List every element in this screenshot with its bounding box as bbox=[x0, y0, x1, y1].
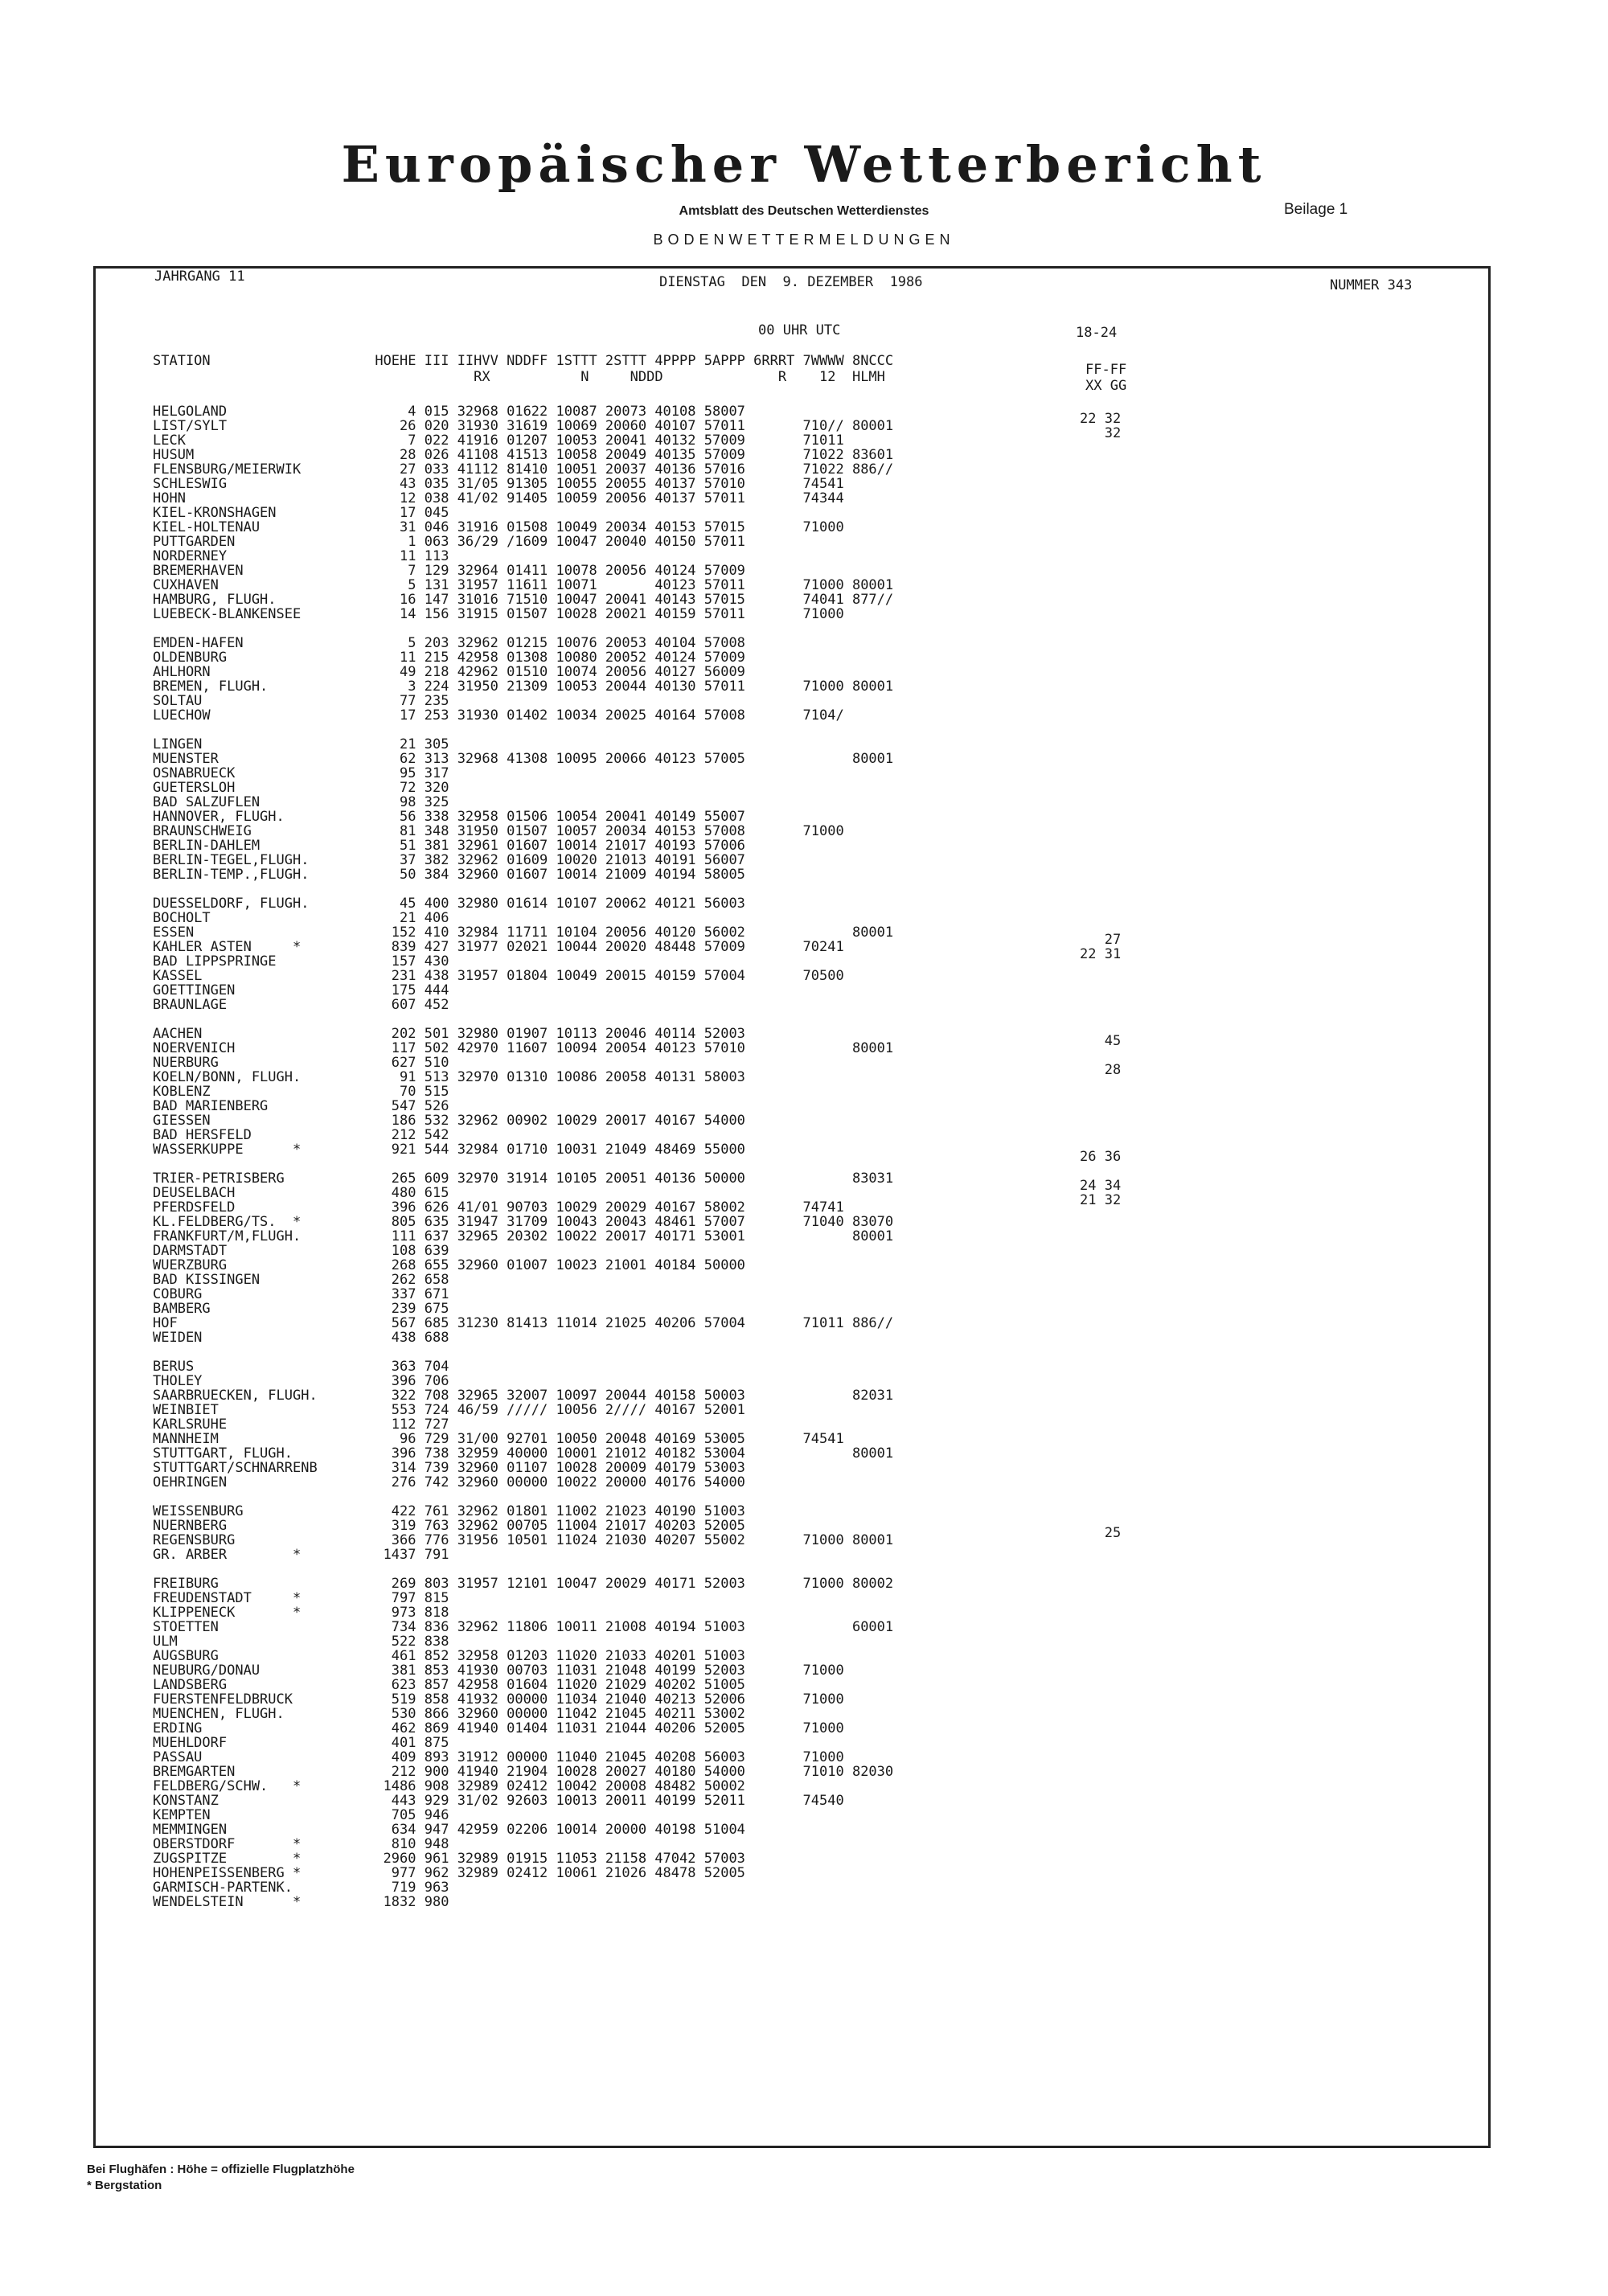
table-row: ULM 522 838 bbox=[153, 1634, 449, 1650]
table-row: NEUBURG/DONAU 381 853 41930 00703 11031 21048 40199 52003 71000 bbox=[153, 1663, 844, 1679]
table-row: BERLIN-TEMP.,FLUGH. 50 384 32960 01607 10014 21009 40194 58005 bbox=[153, 867, 745, 883]
table-row: KONSTANZ 443 929 31/02 92603 10013 20011 40199 52011 74540 bbox=[153, 1793, 844, 1809]
table-row: COBURG 337 671 bbox=[153, 1286, 449, 1302]
table-row: MEMMINGEN 634 947 42959 02206 10014 20000 40198 51004 bbox=[153, 1822, 745, 1838]
page-title: Europäischer Wetterbericht bbox=[341, 135, 1267, 194]
table-row: WEISSENBURG 422 761 32962 01801 11002 21023 40190 51003 bbox=[153, 1503, 745, 1519]
table-row: EMDEN-HAFEN 5 203 32962 01215 10076 20053 40104 57008 bbox=[153, 635, 745, 651]
table-row: MUEHLDORF 401 875 bbox=[153, 1735, 449, 1751]
table-row: HAMBURG, FLUGH. 16 147 31016 71510 10047 20041 40143 57015 74041 877// bbox=[153, 592, 894, 608]
table-row: KASSEL 231 438 31957 01804 10049 20015 40159 57004 70500 bbox=[153, 968, 844, 984]
table-row: BAD MARIENBERG 547 526 bbox=[153, 1098, 449, 1114]
table-row: DARMSTADT 108 639 bbox=[153, 1243, 449, 1259]
table-row: BREMERHAVEN 7 129 32964 01411 10078 20056 40124 57009 bbox=[153, 563, 745, 579]
table-row: BAD SALZUFLEN 98 325 bbox=[153, 794, 449, 810]
column-header-line-2: RX N NDDD R 12 HLMH bbox=[153, 369, 885, 385]
table-row: KARLSRUHE 112 727 bbox=[153, 1417, 449, 1433]
column-header-extra-2: XX GG bbox=[1085, 378, 1127, 394]
table-row: OSNABRUECK 95 317 bbox=[153, 765, 449, 781]
table-row: BREMEN, FLUGH. 3 224 31950 21309 10053 20044 40130 57011 71000 80001 bbox=[153, 679, 894, 695]
table-row: BAD KISSINGEN 262 658 bbox=[153, 1272, 449, 1288]
column-header-line-1: STATION HOEHE III IIHVV NDDFF 1STTT 2STTT 4PPPP 5APPP 6RRRT 7WWWW 8NCCC bbox=[153, 353, 894, 369]
table-row: LANDSBERG 623 857 42958 01604 11020 21029 40202 51005 bbox=[153, 1677, 745, 1693]
date-label: DIENSTAG DEN 9. DEZEMBER 1986 bbox=[659, 274, 923, 290]
table-row: BAD LIPPSPRINGE 157 430 bbox=[153, 953, 449, 970]
table-row: WEINBIET 553 724 46/59 ///// 10056 2//// 40167 52001 bbox=[153, 1402, 745, 1418]
table-row: WEIDEN 438 688 bbox=[153, 1330, 449, 1346]
table-row: STUTTGART, FLUGH. 396 738 32959 40000 10001 21012 40182 53004 80001 bbox=[153, 1445, 894, 1462]
table-row: HUSUM 28 026 41108 41513 10058 20049 40135 57009 71022 83601 bbox=[153, 447, 894, 463]
station-table bbox=[153, 404, 893, 1909]
table-row: DEUSELBACH 480 615 bbox=[153, 1185, 449, 1201]
table-row: BREMGARTEN 212 900 41940 21904 10028 20027 40180 54000 71010 82030 bbox=[153, 1764, 894, 1780]
table-row: GUETERSLOH 72 320 bbox=[153, 780, 449, 796]
table-row: ZUGSPITZE * 2960 961 32989 01915 11053 21158 47042 57003 bbox=[153, 1851, 745, 1867]
table-row: 24 34 bbox=[1080, 1178, 1122, 1194]
table-row: 27 bbox=[1080, 932, 1122, 948]
table-row: AACHEN 202 501 32980 01907 10113 20046 40114 52003 bbox=[153, 1026, 745, 1042]
table-row: FELDBERG/SCHW. * 1486 908 32989 02412 10042 20008 48482 50002 bbox=[153, 1778, 745, 1794]
table-row: 25 bbox=[1080, 1525, 1122, 1541]
table-row: HOHN 12 038 41/02 91405 10059 20056 40137 57011 74344 bbox=[153, 490, 844, 506]
table-row: BERUS 363 704 bbox=[153, 1359, 449, 1375]
table-row: MANNHEIM 96 729 31/00 92701 10050 20048 40169 53005 74541 bbox=[153, 1431, 844, 1447]
table-row: MUENCHEN, FLUGH. 530 866 32960 00000 11042 21045 40211 53002 bbox=[153, 1706, 745, 1722]
table-row: BERLIN-TEGEL,FLUGH. 37 382 32962 01609 10020 21013 40191 56007 bbox=[153, 852, 745, 868]
page-subtitle: Amtsblatt des Deutschen Wetterdienstes bbox=[679, 204, 929, 218]
time-label: 00 UHR UTC bbox=[758, 322, 841, 338]
table-row: AHLHORN 49 218 42962 01510 10074 20056 40127 56009 bbox=[153, 664, 745, 680]
footnote-mountain-station: * Bergstation bbox=[87, 2179, 162, 2192]
table-row: FREIBURG 269 803 31957 12101 10047 20029 40171 52003 71000 80002 bbox=[153, 1576, 894, 1592]
table-row: 22 31 bbox=[1080, 946, 1122, 962]
table-row: LIST/SYLT 26 020 31930 31619 10069 20060 40107 57011 710// 80001 bbox=[153, 418, 894, 434]
table-row: BRAUNLAGE 607 452 bbox=[153, 997, 449, 1013]
table-row: WENDELSTEIN * 1832 980 bbox=[153, 1894, 449, 1910]
table-row: OLDENBURG 11 215 42958 01308 10080 20052 40124 57009 bbox=[153, 650, 745, 666]
table-row: BAMBERG 239 675 bbox=[153, 1301, 449, 1317]
table-row: NORDERNEY 11 113 bbox=[153, 548, 449, 564]
table-row: BAD HERSFELD 212 542 bbox=[153, 1127, 449, 1143]
table-row: TRIER-PETRISBERG 265 609 32970 31914 10105 20051 40136 50000 83031 bbox=[153, 1171, 894, 1187]
section-title: BODENWETTERMELDUNGEN bbox=[653, 232, 955, 248]
table-row: HOF 567 685 31230 81413 11014 21025 40206 57004 71011 886// bbox=[153, 1315, 894, 1331]
table-row: KIEL-HOLTENAU 31 046 31916 01508 10049 20034 40153 57015 71000 bbox=[153, 519, 844, 535]
table-row: BERLIN-DAHLEM 51 381 32961 01607 10014 21017 40193 57006 bbox=[153, 838, 745, 854]
table-row: PFERDSFELD 396 626 41/01 90703 10029 20029 40167 58002 74741 bbox=[153, 1199, 844, 1216]
table-row: KOBLENZ 70 515 bbox=[153, 1084, 449, 1100]
table-row: KLIPPENECK * 973 818 bbox=[153, 1605, 449, 1621]
table-row: FUERSTENFELDBRUCK 519 858 41932 00000 11034 21040 40213 52006 71000 bbox=[153, 1691, 844, 1708]
table-row: ESSEN 152 410 32984 11711 10104 20056 40120 56002 80001 bbox=[153, 925, 894, 941]
table-row: OBERSTDORF * 810 948 bbox=[153, 1836, 449, 1852]
table-row: STUTTGART/SCHNARRENB 314 739 32960 01107 10028 20009 40179 53003 bbox=[153, 1460, 745, 1476]
table-row: FREUDENSTADT * 797 815 bbox=[153, 1590, 449, 1606]
table-row: 45 bbox=[1080, 1033, 1122, 1049]
table-row: FLENSBURG/MEIERWIK 27 033 41112 81410 10051 20037 40136 57016 71022 886// bbox=[153, 461, 894, 478]
table-row: NUERBURG 627 510 bbox=[153, 1055, 449, 1071]
table-row: SAARBRUECKEN, FLUGH. 322 708 32965 32007 10097 20044 40158 50003 82031 bbox=[153, 1388, 894, 1404]
table-row: CUXHAVEN 5 131 31957 11611 10071 40123 57011 71000 80001 bbox=[153, 577, 894, 593]
table-row: 22 32 bbox=[1080, 411, 1122, 427]
table-row: FRANKFURT/M,FLUGH. 111 637 32965 20302 10022 20017 40171 53001 80001 bbox=[153, 1228, 894, 1244]
beilage-label: Beilage 1 bbox=[1284, 201, 1348, 218]
table-row: OEHRINGEN 276 742 32960 00000 10022 20000 40176 54000 bbox=[153, 1474, 745, 1490]
table-row: PASSAU 409 893 31912 00000 11040 21045 40208 56003 71000 bbox=[153, 1749, 844, 1765]
station-table-extra-column bbox=[1080, 412, 1121, 1584]
table-row: LINGEN 21 305 bbox=[153, 736, 449, 752]
table-row: WASSERKUPPE * 921 544 32984 01710 10031 21049 48469 55000 bbox=[153, 1142, 745, 1158]
table-row: 21 32 bbox=[1080, 1192, 1122, 1208]
table-row: GR. ARBER * 1437 791 bbox=[153, 1547, 449, 1563]
table-row: KAHLER ASTEN * 839 427 31977 02021 10044 20020 48448 57009 70241 bbox=[153, 939, 844, 955]
table-row: THOLEY 396 706 bbox=[153, 1373, 449, 1389]
table-row: DUESSELDORF, FLUGH. 45 400 32980 01614 10107 20062 40121 56003 bbox=[153, 896, 745, 912]
nummer-label: NUMMER 343 bbox=[1330, 277, 1413, 293]
table-row: HELGOLAND 4 015 32968 01622 10087 20073 40108 58007 bbox=[153, 404, 745, 420]
table-row: ERDING 462 869 41940 01404 11031 21044 40206 52005 71000 bbox=[153, 1720, 844, 1736]
footnote-airports: Bei Flughäfen : Höhe = offizielle Flugplatzhöhe bbox=[87, 2163, 355, 2176]
table-row: WUERZBURG 268 655 32960 01007 10023 21001 40184 50000 bbox=[153, 1257, 745, 1273]
table-row: SOLTAU 77 235 bbox=[153, 693, 449, 709]
table-row: AUGSBURG 461 852 32958 01203 11020 21033 40201 51003 bbox=[153, 1648, 745, 1664]
table-row: LUECHOW 17 253 31930 01402 10034 20025 40164 57008 7104/ bbox=[153, 707, 844, 724]
table-row: MUENSTER 62 313 32968 41308 10095 20066 40123 57005 80001 bbox=[153, 751, 894, 767]
table-row: HOHENPEISSENBERG * 977 962 32989 02412 10061 21026 48478 52005 bbox=[153, 1865, 745, 1881]
table-row: NOERVENICH 117 502 42970 11607 10094 20054 40123 57010 80001 bbox=[153, 1040, 894, 1056]
table-row: KIEL-KRONSHAGEN 17 045 bbox=[153, 505, 449, 521]
table-row: REGENSBURG 366 776 31956 10501 11024 21030 40207 55002 71000 80001 bbox=[153, 1532, 894, 1548]
table-row: NUERNBERG 319 763 32962 00705 11004 21017 40203 52005 bbox=[153, 1518, 745, 1534]
table-row: BRAUNSCHWEIG 81 348 31950 01507 10057 20034 40153 57008 71000 bbox=[153, 823, 844, 839]
table-row: SCHLESWIG 43 035 31/05 91305 10055 20055 40137 57010 74541 bbox=[153, 476, 844, 492]
table-row: LECK 7 022 41916 01207 10053 20041 40132 57009 71011 bbox=[153, 433, 844, 449]
table-row: PUTTGARDEN 1 063 36/29 /1609 10047 20040 40150 57011 bbox=[153, 534, 745, 550]
table-row: 28 bbox=[1080, 1062, 1122, 1078]
table-row: KEMPTEN 705 946 bbox=[153, 1807, 449, 1823]
table-row: 26 36 bbox=[1080, 1149, 1122, 1165]
table-row: KL.FELDBERG/TS. * 805 635 31947 31709 10043 20043 48461 57007 71040 83070 bbox=[153, 1214, 894, 1230]
table-row: LUEBECK-BLANKENSEE 14 156 31915 01507 10028 20021 40159 57011 71000 bbox=[153, 606, 844, 622]
time-label-2: 18-24 bbox=[1076, 325, 1118, 341]
table-row: GARMISCH-PARTENK. 719 963 bbox=[153, 1880, 449, 1896]
table-row: HANNOVER, FLUGH. 56 338 32958 01506 10054 20041 40149 55007 bbox=[153, 809, 745, 825]
column-header-extra-1: FF-FF bbox=[1085, 362, 1127, 378]
jahrgang-label: JAHRGANG 11 bbox=[154, 269, 245, 285]
table-row: BOCHOLT 21 406 bbox=[153, 910, 449, 926]
table-row: KOELN/BONN, FLUGH. 91 513 32970 01310 10086 20058 40131 58003 bbox=[153, 1069, 745, 1085]
table-row: 32 bbox=[1080, 425, 1122, 441]
table-row: GOETTINGEN 175 444 bbox=[153, 982, 449, 998]
table-row: STOETTEN 734 836 32962 11806 10011 21008 40194 51003 60001 bbox=[153, 1619, 894, 1635]
table-row: GIESSEN 186 532 32962 00902 10029 20017 40167 54000 bbox=[153, 1113, 745, 1129]
